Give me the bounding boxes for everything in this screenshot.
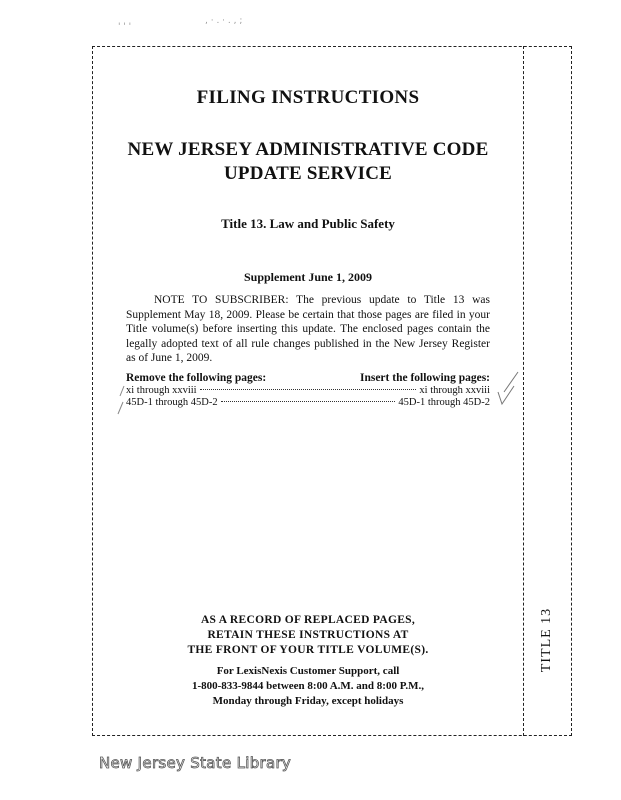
- table-row: [126, 397, 490, 408]
- support-line-2: 1-800-833-9844 between 8:00 A.M. and 8:00 P.M.,: [191, 680, 425, 692]
- pencil-check-mark-right: [492, 368, 522, 412]
- customer-support: [96, 664, 520, 709]
- table-header-row: [126, 372, 490, 384]
- record-line-1: AS A RECORD OF REPLACED PAGES,: [200, 614, 416, 626]
- subscriber-note: NOTE TO SUBSCRIBER: The previous update to Title 13 was Supplement May 18, 2009. Please be certain that those pages are filed in your Title volume(s) before inserting this update. The enclosed pages contain the legally adopted text of all rule changes published in the New Jersey Register as of June 1, 2009.: [126, 294, 490, 365]
- insert-header: Insert the following pages:: [359, 372, 490, 384]
- pencil-check-mark-left: [114, 380, 128, 420]
- insert-pages: 45D-1 through 45D-2: [398, 397, 490, 408]
- record-line-3: THE FRONT OF YOUR TITLE VOLUME(S).: [187, 644, 429, 656]
- leader-dots: [221, 401, 396, 402]
- tab-label: TITLE 13: [539, 607, 554, 673]
- heading-line-2: UPDATE SERVICE: [223, 163, 393, 184]
- document-title: FILING INSTRUCTIONS: [196, 87, 420, 108]
- scan-speck: ' ' ': [118, 22, 132, 32]
- frame-bottom-border: [92, 735, 572, 736]
- supplement-date: Supplement June 1, 2009: [243, 270, 373, 284]
- heading-line-1: NEW JERSEY ADMINISTRATIVE CODE: [127, 139, 489, 160]
- support-line-3: Monday through Friday, except holidays: [212, 695, 404, 707]
- title-tab: [497, 607, 597, 673]
- record-line-2: RETAIN THESE INSTRUCTIONS AT: [207, 629, 409, 641]
- insert-pages: xi through xxviii: [419, 385, 490, 396]
- remove-pages: xi through xxviii: [126, 385, 197, 396]
- remove-header: Remove the following pages:: [126, 372, 267, 384]
- subtitle: Title 13. Law and Public Safety: [221, 216, 395, 231]
- frame-left-border: [92, 46, 93, 736]
- frame-top-border: [92, 46, 572, 47]
- library-stamp: New Jersey State Library: [99, 754, 292, 772]
- page-replacement-table: [126, 372, 490, 408]
- record-notice: [96, 613, 520, 658]
- scan-speck: , · . · . , ;: [205, 16, 243, 26]
- remove-pages: 45D-1 through 45D-2: [126, 397, 218, 408]
- heading-block: [96, 138, 520, 186]
- table-row: [126, 385, 490, 396]
- support-line-1: For LexisNexis Customer Support, call: [216, 665, 400, 677]
- leader-dots: [200, 389, 417, 390]
